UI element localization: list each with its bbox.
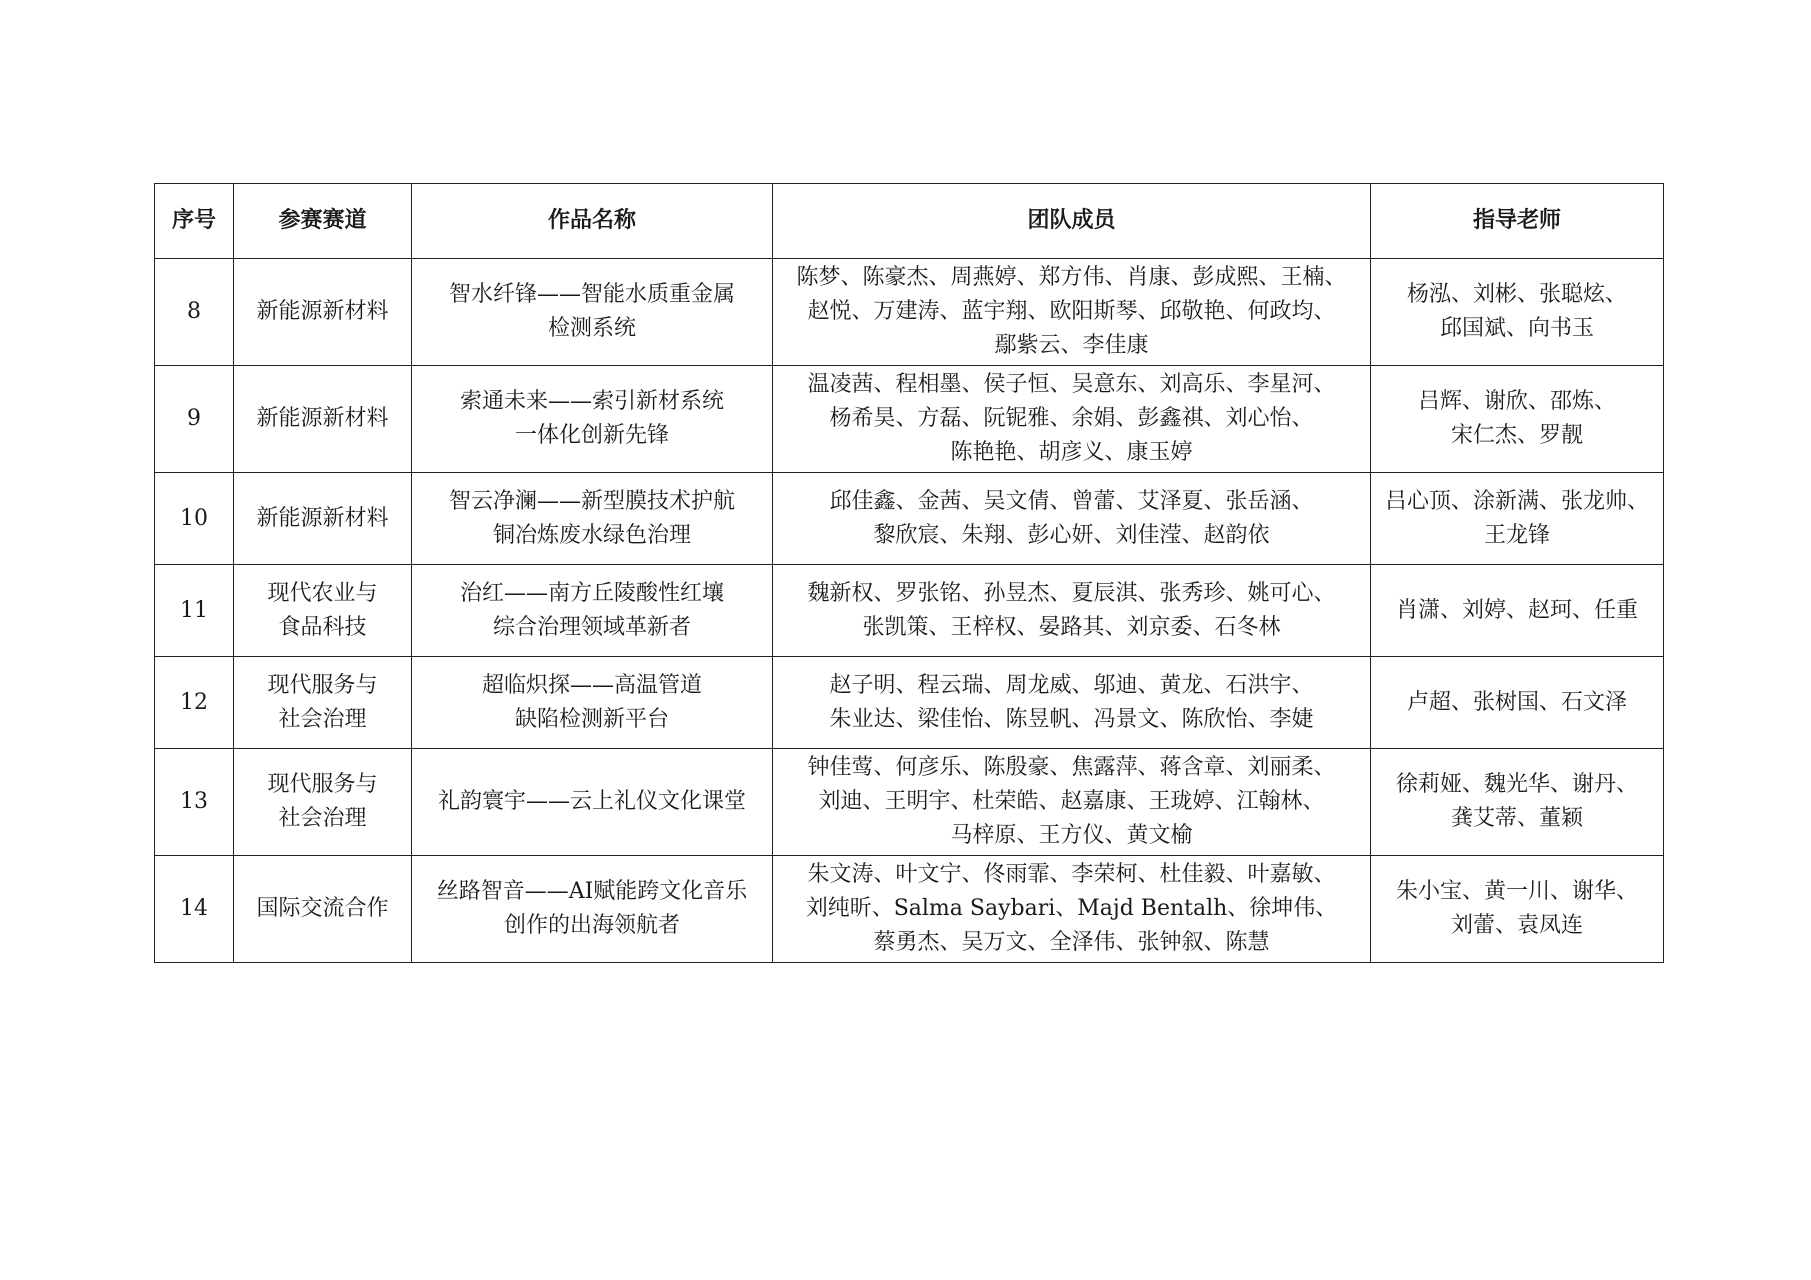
row-project-title: 智云净澜——新型膜技术护航 铜冶炼废水绿色治理 — [412, 473, 773, 565]
table-row — [155, 856, 1664, 963]
row-project-title: 治红——南方丘陵酸性红壤 综合治理领域革新者 — [412, 565, 773, 657]
row-index: 14 — [155, 856, 234, 963]
row-advisors: 吕心顶、涂新满、张龙帅、 王龙锋 — [1371, 473, 1664, 565]
header-index: 序号 — [155, 184, 234, 259]
row-index: 8 — [155, 259, 234, 366]
row-project-title: 超临炽探——高温管道 缺陷检测新平台 — [412, 657, 773, 749]
row-track: 现代服务与 社会治理 — [234, 657, 412, 749]
row-index: 13 — [155, 749, 234, 856]
row-project-title: 索通未来——索引新材系统 一体化创新先锋 — [412, 366, 773, 473]
row-track: 新能源新材料 — [234, 473, 412, 565]
row-index: 12 — [155, 657, 234, 749]
row-project-title: 智水纤锋——智能水质重金属 检测系统 — [412, 259, 773, 366]
row-track: 现代农业与 食品科技 — [234, 565, 412, 657]
header-project-title: 作品名称 — [412, 184, 773, 259]
header-team-members: 团队成员 — [773, 184, 1371, 259]
table-header — [155, 184, 1664, 259]
table-body — [155, 259, 1664, 963]
table-row — [155, 565, 1664, 657]
row-advisors: 吕辉、谢欣、邵炼、 宋仁杰、罗靓 — [1371, 366, 1664, 473]
row-team-members: 陈梦、陈豪杰、周燕婷、郑方伟、肖康、彭成熙、王楠、 赵悦、万建涛、蓝宇翔、欧阳斯琴、邱敬艳、何政均、 鄢紫云、李佳康 — [773, 259, 1371, 366]
row-track: 现代服务与 社会治理 — [234, 749, 412, 856]
row-team-members: 魏新权、罗张铭、孙昱杰、夏辰淇、张秀珍、姚可心、 张凯策、王梓权、晏路其、刘京委、石冬林 — [773, 565, 1371, 657]
row-track: 国际交流合作 — [234, 856, 412, 963]
row-index: 10 — [155, 473, 234, 565]
header-advisors: 指导老师 — [1371, 184, 1664, 259]
row-team-members: 邱佳鑫、金茜、吴文倩、曾蕾、艾泽夏、张岳涵、 黎欣宸、朱翔、彭心妍、刘佳滢、赵韵依 — [773, 473, 1371, 565]
table-row — [155, 657, 1664, 749]
table-row — [155, 366, 1664, 473]
header-track: 参赛赛道 — [234, 184, 412, 259]
row-index: 9 — [155, 366, 234, 473]
row-advisors: 徐莉娅、魏光华、谢丹、 龚艾蒂、董颖 — [1371, 749, 1664, 856]
row-project-title: 丝路智音——AI赋能跨文化音乐 创作的出海领航者 — [412, 856, 773, 963]
header-row — [155, 184, 1664, 259]
row-advisors: 肖潇、刘婷、赵珂、任重 — [1371, 565, 1664, 657]
row-advisors: 朱小宝、黄一川、谢华、 刘蕾、袁凤连 — [1371, 856, 1664, 963]
row-project-title: 礼韵寰宇——云上礼仪文化课堂 — [412, 749, 773, 856]
table-row — [155, 259, 1664, 366]
row-team-members: 赵子明、程云瑞、周龙威、邬迪、黄龙、石洪宇、 朱业达、梁佳怡、陈昱帆、冯景文、陈欣怡、李婕 — [773, 657, 1371, 749]
row-team-members: 温凌茜、程相墨、侯子恒、吴意东、刘高乐、李星河、 杨希昊、方磊、阮铌雅、余娟、彭鑫祺、刘心怡、 陈艳艳、胡彦义、康玉婷 — [773, 366, 1371, 473]
table-row — [155, 749, 1664, 856]
table-row — [155, 473, 1664, 565]
row-index: 11 — [155, 565, 234, 657]
row-advisors: 卢超、张树国、石文泽 — [1371, 657, 1664, 749]
team-roster-table — [154, 183, 1664, 963]
row-team-members: 朱文涛、叶文宁、佟雨霏、李荣柯、杜佳毅、叶嘉敏、 刘纯昕、Salma Saybari、Majd Bentalh、徐坤伟、 蔡勇杰、吴万文、全泽伟、张钟叙、陈慧 — [773, 856, 1371, 963]
row-advisors: 杨泓、刘彬、张聪炫、 邱国斌、向书玉 — [1371, 259, 1664, 366]
row-track: 新能源新材料 — [234, 366, 412, 473]
row-track: 新能源新材料 — [234, 259, 412, 366]
row-team-members: 钟佳莺、何彦乐、陈殷豪、焦露萍、蒋含章、刘丽柔、 刘迪、王明宇、杜荣皓、赵嘉康、王珑婷、江翰林、 马梓原、王方仪、黄文榆 — [773, 749, 1371, 856]
